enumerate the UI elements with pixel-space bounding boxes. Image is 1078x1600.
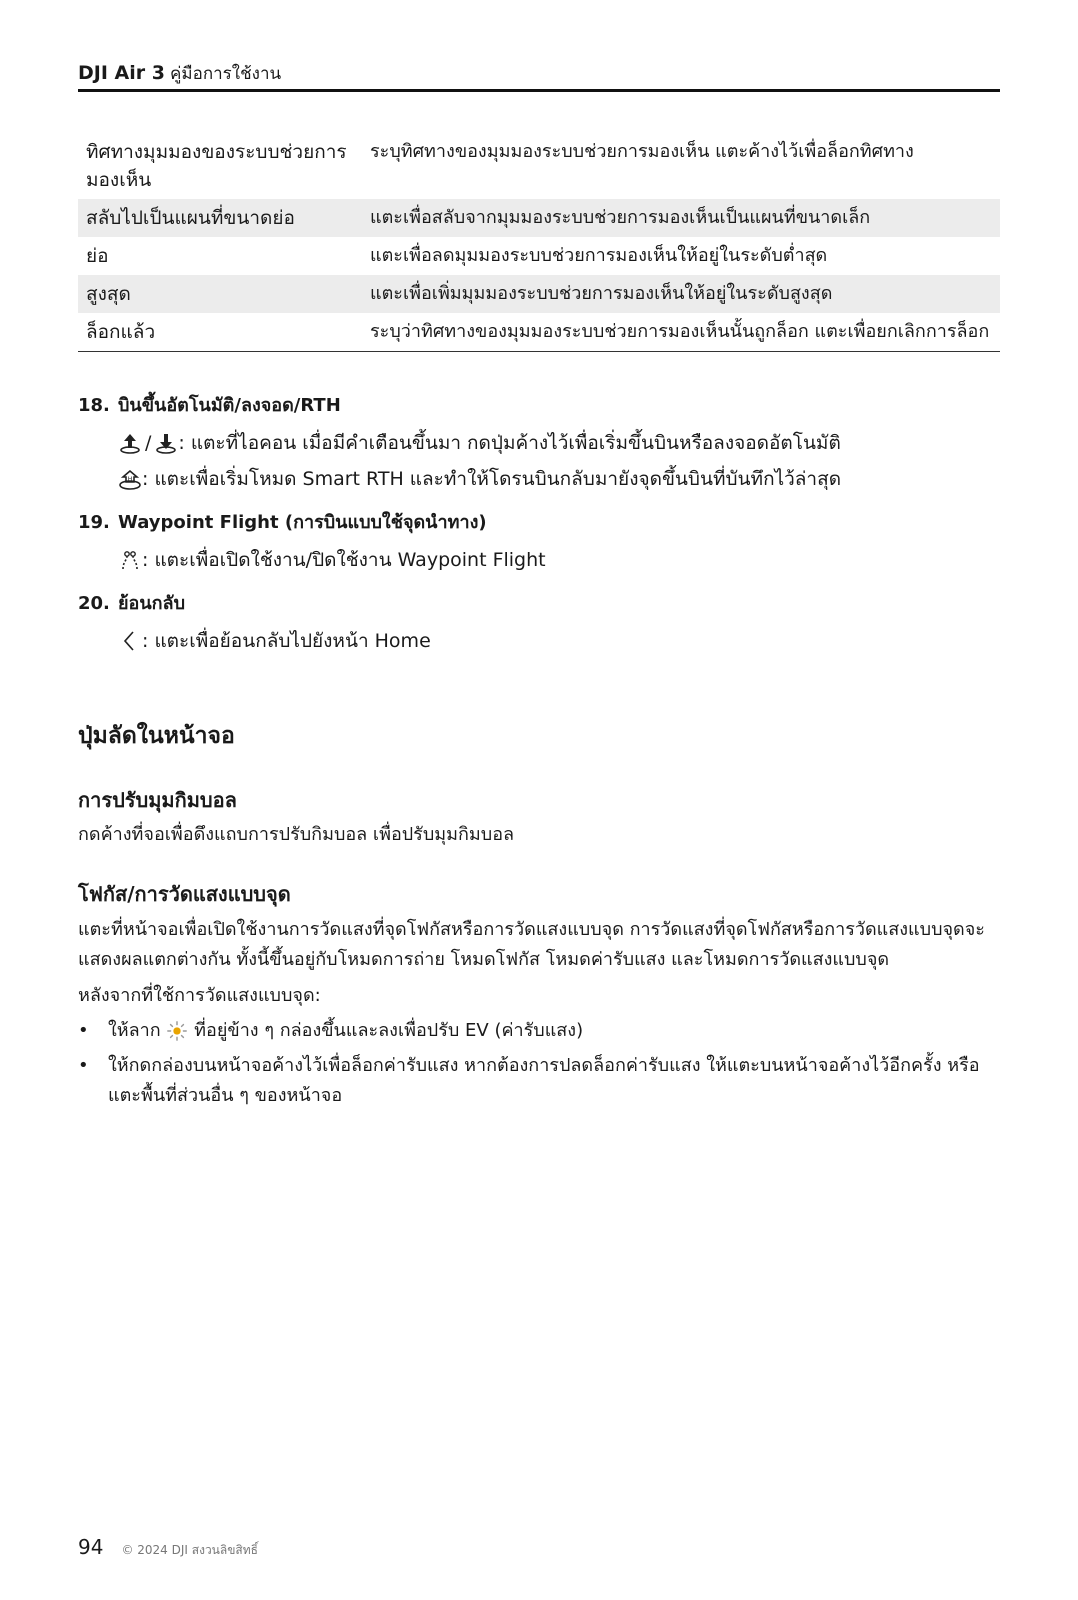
table-term: สลับไปเป็นแผนที่ขนาดย่อ bbox=[86, 207, 295, 229]
section-title bbox=[78, 393, 1000, 419]
table-row bbox=[78, 313, 1000, 351]
back-chevron-icon bbox=[118, 629, 142, 653]
table-term: ย่อ bbox=[86, 245, 109, 267]
waypoint-icon bbox=[118, 548, 142, 572]
section-number: 19. bbox=[78, 512, 110, 533]
table-row bbox=[78, 133, 1000, 199]
section-number: 20. bbox=[78, 593, 110, 614]
table-desc: ระบุทิศทางของมุมมองระบบช่วยการมองเห็น แตะค้างไว้เพื่อล็อกทิศทาง bbox=[370, 141, 914, 162]
rth-text: : แตะเพื่อเริ่มโหมด Smart RTH และทำให้โดรนบินกลับมายังจุดขึ้นบินที่บันทึกไว้ล่าสุด bbox=[142, 468, 842, 490]
section-title-text: Waypoint Flight (การบินแบบใช้จุดนำทาง) bbox=[118, 512, 487, 533]
focus-text: แตะที่หน้าจอเพื่อเปิดใช้งานการวัดแสงที่จุดโฟกัสหรือการวัดแสงแบบจุด การวัดแสงที่จุดโฟกัสหรือการวัดแสงแบบจุดจะแสดงผลแตกต่างกัน ทั้งนี้ขึ้นอยู่กับโหมดการถ่าย โหมดโฟกัส โหมดค่ารับแสง และโหมดการวัดแสงแบบจุด bbox=[78, 919, 985, 970]
section-18 bbox=[78, 393, 1000, 493]
page-number: 94 bbox=[78, 1535, 104, 1559]
svg-text:H: H bbox=[127, 476, 133, 483]
bullet-text-post: ที่อยู่ข้าง ๆ กล่องขึ้นและลงเพื่อปรับ EV (ค่ารับแสง) bbox=[194, 1020, 584, 1041]
vision-assist-table bbox=[78, 133, 1000, 352]
table-row bbox=[78, 237, 1000, 275]
page-footer bbox=[78, 1535, 258, 1560]
header-brand: DJI Air 3 bbox=[78, 62, 165, 84]
rth-line bbox=[78, 465, 1000, 493]
waypoint-line bbox=[78, 546, 1000, 574]
page-header bbox=[78, 60, 1000, 92]
section-title-text: ย้อนกลับ bbox=[118, 593, 186, 614]
table-row bbox=[78, 199, 1000, 237]
section-19 bbox=[78, 510, 1000, 574]
table-desc: แตะเพื่อเพิ่มมุมมองระบบช่วยการมองเห็นให้อยู่ในระดับสูงสุด bbox=[370, 283, 833, 304]
gimbal-heading: การปรับมุมกิมบอล bbox=[78, 788, 237, 812]
landing-icon bbox=[154, 431, 178, 455]
takeoff-landing-text: : แตะที่ไอคอน เมื่อมีคำเตือนขึ้นมา กดปุ่มค้างไว้เพื่อเริ่มขึ้นบินหรือลงจอดอัตโนมัติ bbox=[178, 432, 841, 454]
copyright: © 2024 DJI สงวนลิขสิทธิ์ bbox=[121, 1543, 258, 1557]
rth-icon bbox=[118, 467, 142, 491]
takeoff-landing-line bbox=[78, 429, 1000, 457]
bullet-text-pre: ให้ลาก bbox=[108, 1020, 161, 1041]
list-item bbox=[78, 1016, 1000, 1046]
bullet-mark: • bbox=[78, 1055, 89, 1076]
section-title bbox=[78, 510, 1000, 536]
shortcuts-heading: ปุ่มลัดในหน้าจอ bbox=[78, 723, 235, 749]
list-item bbox=[78, 1051, 1000, 1111]
waypoint-text: : แตะเพื่อเปิดใช้งาน/ปิดใช้งาน Waypoint Flight bbox=[142, 549, 546, 571]
table-term: ทิศทางมุมมองของระบบช่วยการมองเห็น bbox=[86, 141, 347, 191]
table-row bbox=[78, 275, 1000, 313]
focus-heading: โฟกัส/การวัดแสงแบบจุด bbox=[78, 882, 291, 906]
header-subtitle: คู่มือการใช้งาน bbox=[170, 64, 282, 84]
sun-ev-icon bbox=[166, 1020, 188, 1042]
section-number: 18. bbox=[78, 395, 110, 416]
table-term: สูงสุด bbox=[86, 283, 131, 305]
back-text: : แตะเพื่อย้อนกลับไปยังหน้า Home bbox=[142, 630, 431, 652]
icon-separator: / bbox=[145, 432, 152, 454]
table-desc: แตะเพื่อสลับจากมุมมองระบบช่วยการมองเห็นเป็นแผนที่ขนาดเล็ก bbox=[370, 207, 871, 228]
section-title-text: บินขึ้นอัตโนมัติ/ลงจอด/RTH bbox=[118, 395, 341, 416]
back-line bbox=[78, 627, 1000, 655]
table-desc: แตะเพื่อลดมุมมองระบบช่วยการมองเห็นให้อยู่ในระดับต่ำสุด bbox=[370, 245, 828, 266]
section-20 bbox=[78, 591, 1000, 655]
table-desc: ระบุว่าทิศทางของมุมมองระบบช่วยการมองเห็นนั้นถูกล็อก แตะเพื่อยกเลิกการล็อก bbox=[370, 321, 990, 342]
bullet-mark: • bbox=[78, 1020, 89, 1041]
after-spot-text: หลังจากที่ใช้การวัดแสงแบบจุด: bbox=[78, 985, 321, 1006]
gimbal-text: กดค้างที่จอเพื่อดึงแถบการปรับกิมบอล เพื่อปรับมุมกิมบอล bbox=[78, 824, 515, 845]
table-term: ล็อกแล้ว bbox=[86, 321, 156, 343]
takeoff-icon bbox=[118, 431, 142, 455]
section-title bbox=[78, 591, 1000, 617]
bullet-text: ให้กดกล่องบนหน้าจอค้างไว้เพื่อล็อกค่ารับแสง หากต้องการปลดล็อกค่ารับแสง ให้แตะบนหน้าจอค้างไว้อีกครั้ง หรือแตะพื้นที่ส่วนอื่น ๆ ของหน้าจอ bbox=[108, 1055, 980, 1106]
